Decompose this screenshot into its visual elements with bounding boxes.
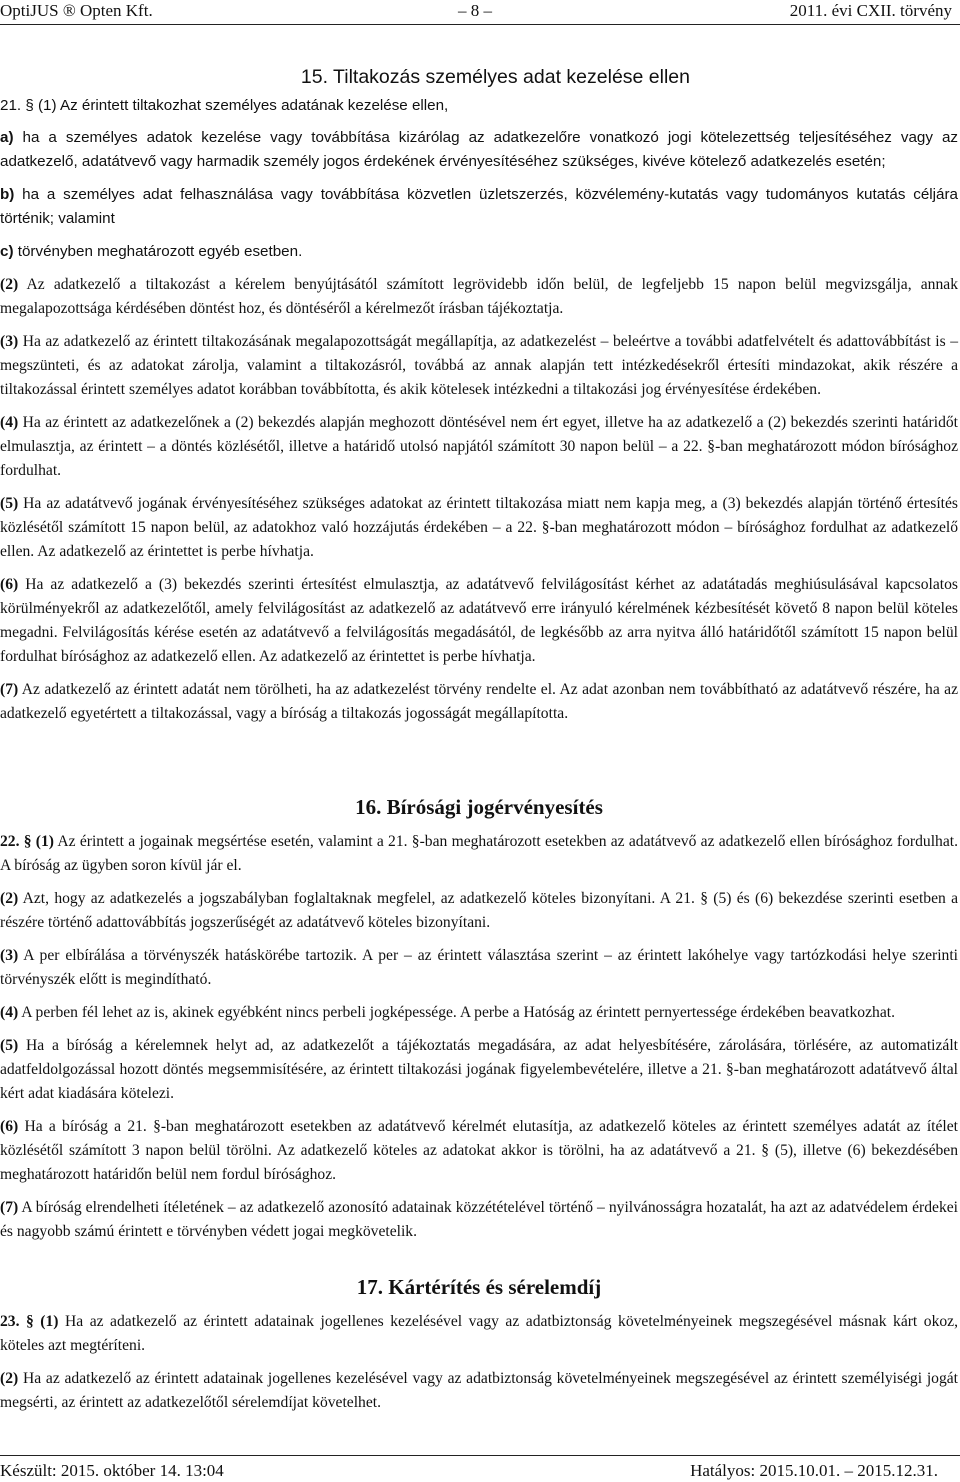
paragraph-17-1-head: 23. § (1) [0, 1313, 59, 1330]
page-header [0, 0, 960, 24]
paragraph-16-7 [0, 1196, 958, 1244]
footer-rule [0, 1455, 960, 1456]
paragraph-16-5-text: Ha a bíróság a kérelemnek helyt ad, az adatkezelőt a tájékoztatás megadására, az adat helyesbítésére, zárolására, törlésére, az automatizált adatfeldolgozással hozott döntés megsemmisítésére, az érintett tiltakozási jogának figyelembevételére, illetve a 21. §-ban meghatározott adatátvevő által kért adat kiadására kötelezi. [0, 1037, 958, 1102]
section-17-title: 17. Kártérítés és sérelemdíj [356, 1275, 602, 1299]
paragraph-16-3-text: A per elbírálása a törvényszék hatáskörébe tartozik. A per – az érintett választása szerint – az érintett lakóhelye vagy tartózkodási helye szerinti törvényszék előtt is megindítható. [0, 947, 958, 988]
paragraph-15-5 [0, 492, 958, 564]
item-c-text: törvényben meghatározott egyéb esetben. [17, 243, 303, 260]
paragraph-15-2 [0, 273, 958, 321]
paragraph-16-2-text: Azt, hogy az adatkezelés a jogszabályban foglaltaknak megfelel, az adatkezelő köteles bizonyítani. A 21. § (5) és (6) bekezdése szerinti esetben a részére történő adattovábbítás jogszerűségét az adatátvevő köteles bizonyítani. [0, 890, 958, 931]
paragraph-16-4-number: (4) [0, 1004, 19, 1021]
paragraph-15-2-number: (2) [0, 276, 19, 293]
paragraph-16-2 [0, 887, 958, 935]
paragraph-16-3 [0, 944, 958, 992]
paragraph-16-1 [0, 830, 958, 878]
footer-created: Készült: 2015. október 14. 13:04 [0, 1461, 224, 1480]
footer-effective: Hatályos: 2015.10.01. – 2015.12.31. [690, 1461, 938, 1480]
paragraph-15-7 [0, 678, 958, 726]
paragraph-17-2-text: Ha az adatkezelő az érintett adatainak jogellenes kezelésével vagy az adatbiztonság követelményeinek megszegésével az érintett személyiségi jogát megsérti, az érintett az adatkezelőtől sérelemdíjat követelhet. [0, 1370, 958, 1411]
paragraph-15-4 [0, 411, 958, 483]
paragraph-15-5-number: (5) [0, 495, 19, 512]
paragraph-16-6-number: (6) [0, 1118, 19, 1135]
item-a [0, 126, 958, 174]
paragraph-16-7-text: A bíróság elrendelheti ítéletének – az adatkezelő azonosító adatainak közzétételével történő – nyilvánosságra hozatalát, ha azt az adatvédelem érdekei és nagyobb számú érintett e törvényben védett jogai megkövetelik. [0, 1199, 959, 1240]
paragraph-16-4 [0, 1001, 958, 1025]
header-page-number: – 8 – [458, 1, 492, 20]
paragraph-15-6 [0, 573, 958, 669]
paragraph-15-6-text: Ha az adatkezelő a (3) bekezdés szerinti értesítést elmulasztja, az adatátvevő felvilágosítást kérhet az adatátadás meghiúsulásával kapcsolatos körülményekről az adatkezelőtől, amely felvilágosítást az adatkezelő az adatátvevő erre irányuló kérelmének kézbesítését követő 8 napon belül köteles megadni. Felvilágosítás kérése esetén az adatátvevő a felvilágosítás megadásától, de legkésőbb az arra nyitva álló határidőtől számított 15 napon belül fordulhat bírósághoz az adatkezelő ellen. Az adatkezelő az érintettet is perbe hívhatja. [0, 576, 958, 665]
section-15-title: 15. Tiltakozás személyes adat kezelése ellen [300, 66, 690, 88]
paragraph-15-3 [0, 330, 958, 402]
paragraph-15-7-text: Az adatkezelő az érintett adatát nem törölheti, ha az adatkezelést törvény rendelte el. Az adat azonban nem továbbítható az adatátvevő részére, ha az adatkezelő egyetértett a tiltakozással, vagy a bíróság a tiltakozás jogosságát megállapította. [0, 681, 958, 722]
paragraph-15-6-number: (6) [0, 576, 19, 593]
paragraph-17-2 [0, 1367, 958, 1415]
section-17 [0, 1274, 958, 1424]
item-c [0, 240, 958, 264]
section-15-items [0, 126, 958, 264]
paragraph-16-4-text: A perben fél lehet az is, akinek egyébként nincs perbeli jogképessége. A perbe a Hatóság az érintett pernyertessége érdekében beavatkozhat. [21, 1004, 895, 1021]
section-15-intro: 21. § (1) Az érintett tiltakozhat személyes adatának kezelése ellen, [0, 97, 449, 114]
paragraph-15-7-number: (7) [0, 681, 19, 698]
paragraph-15-4-number: (4) [0, 414, 19, 431]
paragraph-16-1-head: 22. § (1) [0, 833, 54, 850]
paragraph-16-5 [0, 1034, 958, 1106]
paragraph-15-2-text: Az adatkezelő a tiltakozást a kérelem benyújtásától számított legrövidebb időn belül, de legfeljebb 15 napon belül megvizsgálja, annak megalapozottsága kérdésében döntést hoz, és döntéséről a kérelmezőt írásban tájékoztatja. [0, 276, 958, 317]
item-b-text: ha a személyes adat felhasználása vagy továbbítása közvetlen üzletszerzés, közvélemény-kutatás vagy tudományos kutatás céljára történik; valamint [0, 186, 958, 227]
paragraph-15-3-number: (3) [0, 333, 19, 350]
paragraph-15-4-text: Ha az érintett az adatkezelőnek a (2) bekezdés alapján meghozott döntésével nem ért egyet, illetve ha az adatkezelő a (2) bekezdés szerinti határidőt elmulasztja, az érintett – a döntés közlésétől, illetve a határidő utolsó napjától számított 30 napon belül – a 22. §-ban meghatározott módon bírósághoz fordulhat. [0, 414, 958, 479]
item-c-label: c) [0, 243, 14, 260]
page-footer [0, 1458, 960, 1482]
paragraph-16-1-text: Az érintett a jogainak megsértése esetén, valamint a 21. §-ban meghatározott esetekben az adatátvevő az adatkezelő ellen bírósághoz fordulhat. A bíróság az ügyben soron kívül jár el. [0, 833, 958, 874]
header-rule [0, 24, 960, 25]
item-a-label: a) [0, 129, 14, 146]
paragraph-16-3-number: (3) [0, 947, 19, 964]
item-a-text: ha a személyes adatok kezelése vagy továbbítása kizárólag az adatkezelőre vonatkozó jogi kötelezettség teljesítéséhez vagy az adatkezelő, adatátvevő vagy harmadik személy jogos érdekének érvényesítéséhez szükséges, kivéve kötelező adatkezelés esetén; [0, 129, 958, 170]
header-publisher: OptiJUS ® Opten Kft. [0, 1, 153, 20]
paragraph-17-1-text: Ha az adatkezelő az érintett adatainak jogellenes kezelésével vagy az adatbiztonság követelményeinek megszegésével másnak kárt okoz, köteles azt megtéríteni. [0, 1313, 958, 1354]
paragraph-16-5-number: (5) [0, 1037, 19, 1054]
item-b-label: b) [0, 186, 15, 203]
paragraph-17-2-number: (2) [0, 1370, 19, 1387]
section-16 [0, 794, 958, 1253]
paragraph-16-2-number: (2) [0, 890, 19, 907]
paragraph-15-5-text: Ha az adatátvevő jogának érvényesítéséhez szükséges adatokat az érintett tiltakozása miatt nem kapja meg, a (3) bekezdés alapján történő értesítés közlésétől számított 15 napon belül, az adatokhoz való hozzájutás érdekében – a 22. §-ban meghatározott módon – bírósághoz fordulhat az adatkezelő ellen. Az adatkezelő az érintettet is perbe hívhatja. [0, 495, 958, 560]
paragraph-16-6 [0, 1115, 958, 1187]
item-b [0, 183, 958, 231]
section-16-title: 16. Bírósági jogérvényesítés [355, 795, 603, 819]
section-15 [0, 64, 958, 735]
paragraph-16-6-text: Ha a bíróság a 21. §-ban meghatározott esetekben az adatátvevő kérelmét elutasítja, az adatkezelő köteles az érintett személyes adatát az ítélet közlésétől számított 3 napon belül törölni. Az adatkezelő köteles az adatokat akkor is törölni, ha az adatátvevő a 21. § (5), illetve (6) bekezdésében meghatározott határidőn belül nem fordul bírósághoz. [0, 1118, 958, 1183]
paragraph-15-3-text: Ha az adatkezelő az érintett tiltakozásának megalapozottságát megállapítja, az adatkezelést – beleértve a további adatfelvételt és adattovábbítást is – megszünteti, és az adatokat zárolja, valamint a tiltakozásról, továbbá az annak alapján tett intézkedésekről értesíti mindazokat, akik részére a tiltakozással érintett személyes adatot korábban továbbította, és akik kötelesek intézkedni a tiltakozási jog érvényesítése érdekében. [0, 333, 958, 398]
header-law-title: 2011. évi CXII. törvény [789, 1, 952, 20]
paragraph-16-7-number: (7) [0, 1199, 19, 1216]
paragraph-17-1 [0, 1310, 958, 1358]
